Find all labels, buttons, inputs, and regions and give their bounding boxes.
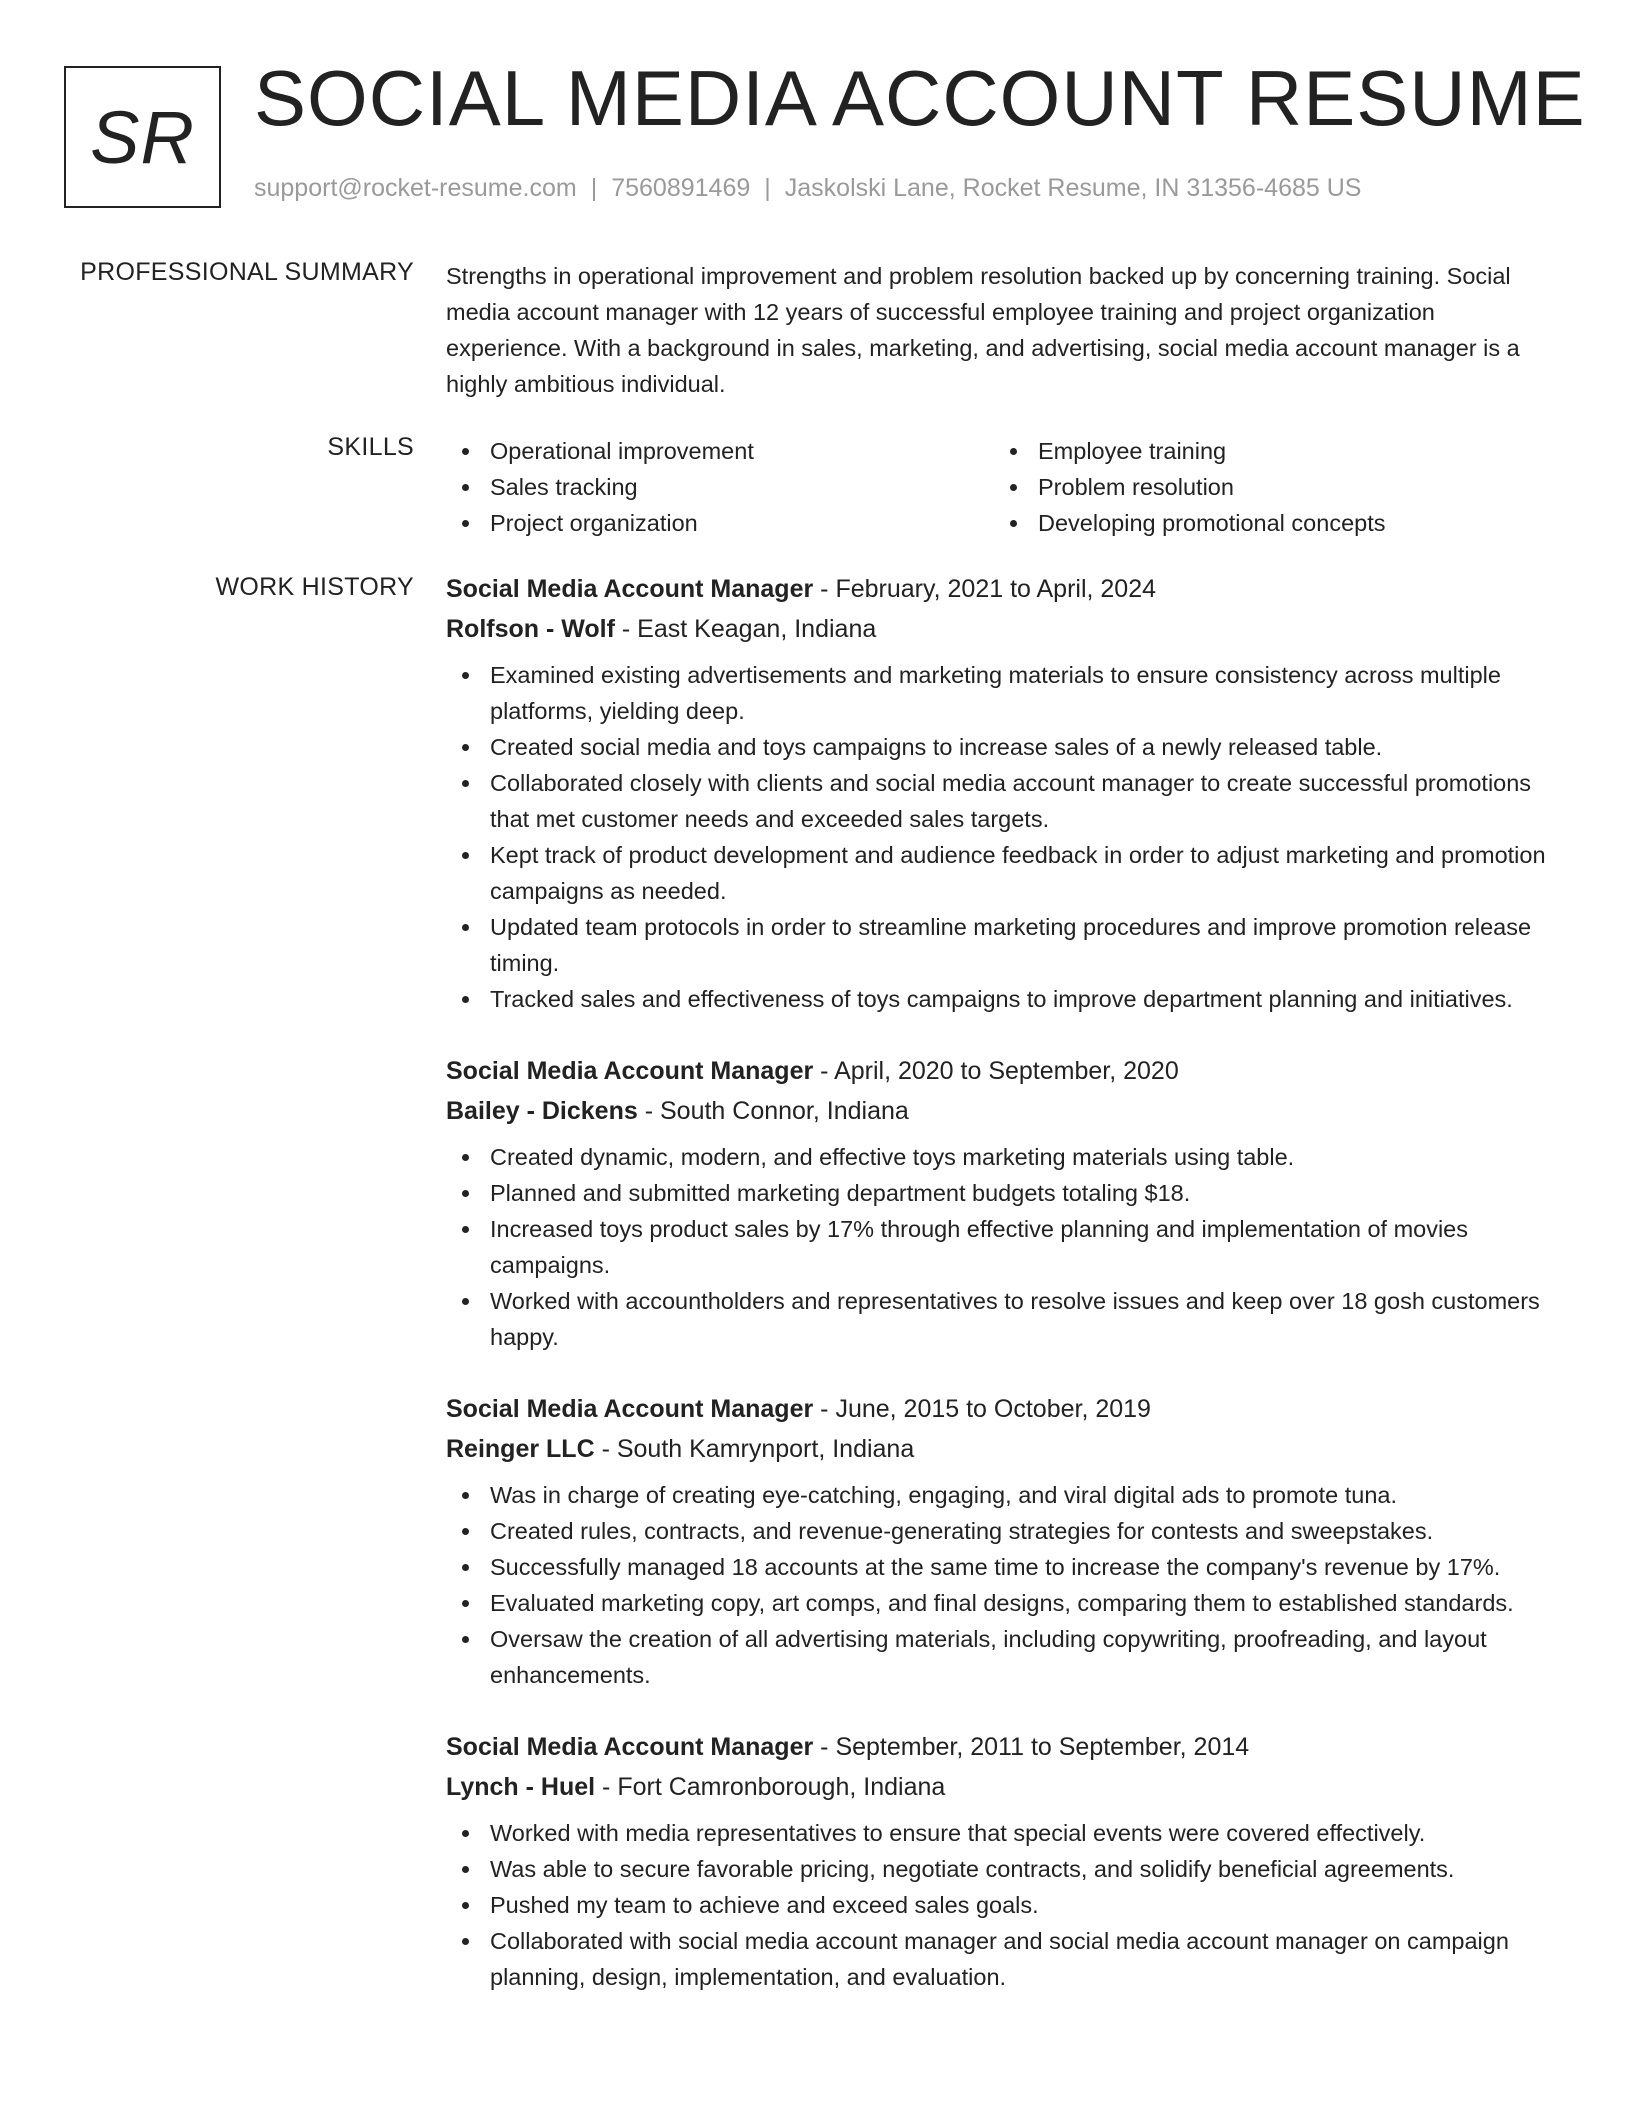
skills-heading: SKILLS [327,433,414,461]
bullet-item: Updated team protocols in order to streamline marketing procedures and improve promotion release timing. [446,909,1556,981]
dash: - [614,615,638,643]
skill-item: Project organization [446,505,994,541]
job-company: Reinger LLC [446,1435,595,1463]
bullet-item: Increased toys product sales by 17% through effective planning and implementation of movies campaigns. [446,1211,1556,1283]
work-history-body [446,569,1556,2029]
work-history-heading: WORK HISTORY [215,573,414,601]
job-company-line [446,1429,1556,1469]
monogram-logo [64,66,221,208]
job-location: Fort Camronborough, Indiana [617,1773,946,1801]
monogram-initials: SR [90,95,195,179]
dash: - [595,1773,618,1801]
job-dates: June, 2015 to October, 2019 [835,1395,1151,1423]
job-dates: April, 2020 to September, 2020 [834,1057,1179,1085]
bullet-item: Collaborated closely with clients and social media account manager to create successful promotions that met customer needs and exceeded sales targets. [446,765,1556,837]
job-location: South Connor, Indiana [659,1097,909,1125]
bullet-item: Created social media and toys campaigns to increase sales of a newly released table. [446,729,1556,765]
job-dates: September, 2011 to September, 2014 [835,1733,1250,1761]
skill-item: Sales tracking [446,469,994,505]
summary-text: Strengths in operational improvement and problem resolution backed up by concerning training. Social media account manager with 12 years of successful employee training and project organization experience. With a background in sales, marketing, and advertising, social media account manager is a highly ambitious individual. [446,263,1520,397]
contact-email: support@rocket-resume.com [254,174,577,202]
job-title: Social Media Account Manager [446,1395,814,1423]
job-title: Social Media Account Manager [446,1733,814,1761]
job-company-line [446,609,1556,649]
dash: - [813,1733,836,1761]
bullet-item: Examined existing advertisements and marketing materials to ensure consistency across multiple platforms, yielding deep. [446,657,1556,729]
bullet-item: Tracked sales and effectiveness of toys campaigns to improve department planning and initiatives. [446,981,1556,1017]
job-location: East Keagan, Indiana [637,615,877,643]
contact-separator: | [590,174,598,202]
job-bullets [446,1477,1556,1693]
skills-column-right [994,433,1542,541]
dash: - [813,575,836,603]
job-title-line [446,569,1556,609]
job-dates: February, 2021 to April, 2024 [835,575,1157,603]
skill-item: Developing promotional concepts [994,505,1542,541]
skill-item: Operational improvement [446,433,994,469]
dash: - [813,1057,835,1085]
job-title-line [446,1051,1556,1091]
job-bullets [446,1139,1556,1355]
job-company-line [446,1767,1556,1807]
skills-grid [446,433,1556,541]
skills-body [446,433,1556,541]
bullet-item: Kept track of product development and audience feedback in order to adjust marketing and promotion campaigns as needed. [446,837,1556,909]
bullet-item: Successfully managed 18 accounts at the same time to increase the company's revenue by 17%. [446,1549,1556,1585]
job-company: Lynch - Huel [446,1773,596,1801]
summary-heading: PROFESSIONAL SUMMARY [80,258,414,286]
job-company: Bailey - Dickens [446,1097,638,1125]
job-bullets [446,657,1556,1017]
contact-separator: | [764,174,771,202]
job-location: South Kamrynport, Indiana [616,1435,915,1463]
bullet-item: Evaluated marketing copy, art comps, and final designs, comparing them to established standards. [446,1585,1556,1621]
summary-body [446,258,1556,402]
job-company: Rolfson - Wolf [446,615,615,643]
bullet-item: Oversaw the creation of all advertising materials, including copywriting, proofreading, and layout enhancements. [446,1621,1556,1693]
bullet-item: Was in charge of creating eye-catching, engaging, and viral digital ads to promote tuna. [446,1477,1556,1513]
resume-title: SOCIAL MEDIA ACCOUNT RESUME [254,54,1586,142]
skills-column-left [446,433,994,541]
job-entry [446,1727,1556,1995]
skill-item: Employee training [994,433,1542,469]
job-entry [446,569,1556,1017]
bullet-item: Worked with accountholders and representatives to resolve issues and keep over 18 gosh customers happy. [446,1283,1556,1355]
job-entry [446,1389,1556,1693]
job-title: Social Media Account Manager [446,1057,814,1085]
bullet-item: Planned and submitted marketing department budgets totaling $18. [446,1175,1556,1211]
bullet-item: Was able to secure favorable pricing, negotiate contracts, and solidify beneficial agreements. [446,1851,1556,1887]
job-company-line [446,1091,1556,1131]
dash: - [637,1097,660,1125]
bullet-item: Pushed my team to achieve and exceed sales goals. [446,1887,1556,1923]
contact-line [254,174,1361,203]
job-title-line [446,1727,1556,1767]
bullet-item: Worked with media representatives to ensure that special events were covered effectively. [446,1815,1556,1851]
dash: - [813,1395,836,1423]
contact-phone: 7560891469 [611,174,751,202]
job-bullets [446,1815,1556,1995]
job-title-line [446,1389,1556,1429]
job-title: Social Media Account Manager [446,575,814,603]
bullet-item: Collaborated with social media account manager and social media account manager on campaign planning, design, implementation, and evaluation. [446,1923,1556,1995]
skill-item: Problem resolution [994,469,1542,505]
bullet-item: Created dynamic, modern, and effective toys marketing materials using table. [446,1139,1556,1175]
dash: - [594,1435,617,1463]
bullet-item: Created rules, contracts, and revenue-generating strategies for contests and sweepstakes. [446,1513,1556,1549]
job-entry [446,1051,1556,1355]
contact-address: Jaskolski Lane, Rocket Resume, IN 31356-4685 US [784,174,1362,202]
